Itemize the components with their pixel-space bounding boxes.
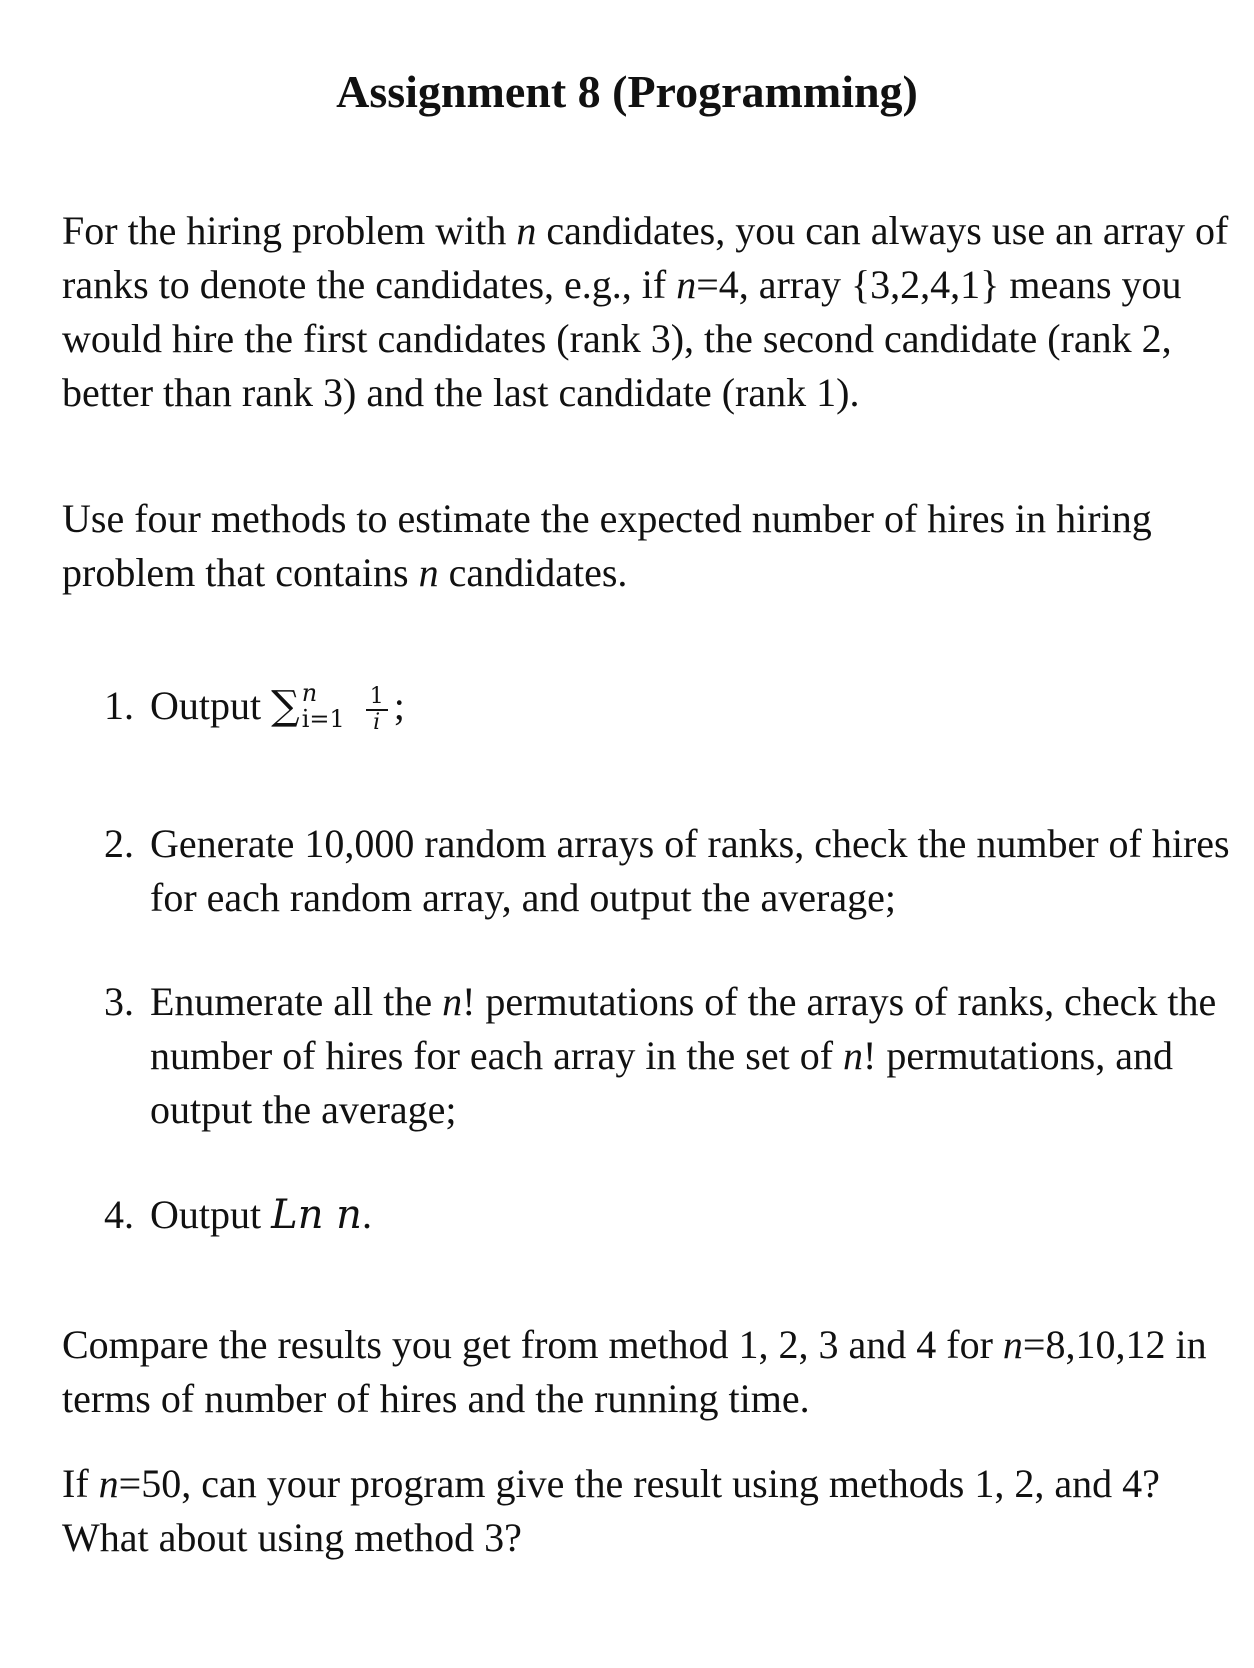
method-number: 3. bbox=[104, 979, 134, 1024]
question-paragraph bbox=[62, 1457, 1232, 1565]
method-body bbox=[150, 679, 1234, 737]
method-3 bbox=[104, 975, 1234, 1137]
method-number: 2. bbox=[104, 821, 134, 866]
task-text-2: candidates. bbox=[438, 550, 628, 595]
compare-paragraph bbox=[62, 1318, 1232, 1426]
compare-text-1: Compare the results you get from method 1, 2, 3 and 4 for bbox=[62, 1322, 1003, 1367]
task-paragraph bbox=[62, 492, 1232, 600]
intro-paragraph bbox=[62, 204, 1232, 420]
sum-limits bbox=[300, 678, 362, 737]
method-suffix: ; bbox=[393, 683, 405, 728]
method-2 bbox=[104, 817, 1234, 925]
method-4 bbox=[104, 1188, 1234, 1242]
method-text-1: Enumerate all the bbox=[150, 979, 443, 1024]
method-body bbox=[150, 975, 1234, 1137]
method-text: Generate 10,000 random arrays of ranks, check the number of hires for each random array, and output the average; bbox=[150, 821, 1230, 920]
method-1 bbox=[104, 679, 1234, 737]
sum-upper-limit: n bbox=[301, 678, 318, 707]
method-suffix: . bbox=[361, 1192, 372, 1237]
page-title: Assignment 8 (Programming) bbox=[336, 66, 918, 117]
sum-lower-limit: i=1 bbox=[301, 704, 345, 733]
method-text-2: ! permutations of the arrays of ranks, check the number of hires for each array in the set of bbox=[150, 979, 1217, 1078]
fraction-denominator: i bbox=[373, 709, 381, 735]
var-n: n bbox=[98, 1461, 119, 1506]
method-number: 1. bbox=[104, 683, 134, 728]
var-n: n bbox=[843, 1033, 864, 1078]
method-prefix: Output bbox=[150, 1192, 272, 1237]
intro-text-3: =4, array {3,2,4,1} means you would hire the first candidates (rank 3), the second candidate (rank 2, better than rank 3) and the last candidate (rank 1). bbox=[62, 262, 1182, 415]
intro-text-1: For the hiring problem with bbox=[62, 208, 517, 253]
task-text-1: Use four methods to estimate the expected number of hires in hiring problem that contains bbox=[62, 496, 1152, 595]
compare-text-2: =8,10,12 in terms of number of hires and the running time. bbox=[62, 1322, 1207, 1421]
question-text-2: =50, can your program give the result using methods 1, 2, and 4? What about using method 3? bbox=[62, 1461, 1160, 1560]
var-n: n bbox=[418, 550, 439, 595]
method-body bbox=[150, 1188, 1234, 1242]
fraction bbox=[366, 685, 388, 735]
fraction-numerator: 1 bbox=[366, 685, 388, 711]
var-n: n bbox=[442, 979, 463, 1024]
ln-expression: Ln n bbox=[271, 1192, 362, 1238]
intro-text-2: candidates, you can always use an array of ranks to denote the candidates, e.g., if bbox=[62, 208, 1229, 307]
method-prefix: Output bbox=[150, 683, 272, 728]
method-number: 4. bbox=[104, 1192, 134, 1237]
question-text-1: If bbox=[62, 1461, 99, 1506]
var-n: n bbox=[1002, 1322, 1023, 1367]
sigma-symbol: ∑ bbox=[271, 683, 300, 729]
var-n: n bbox=[516, 208, 537, 253]
var-n: n bbox=[676, 262, 697, 307]
method-text-3: ! permutations, and output the average; bbox=[150, 1033, 1173, 1132]
